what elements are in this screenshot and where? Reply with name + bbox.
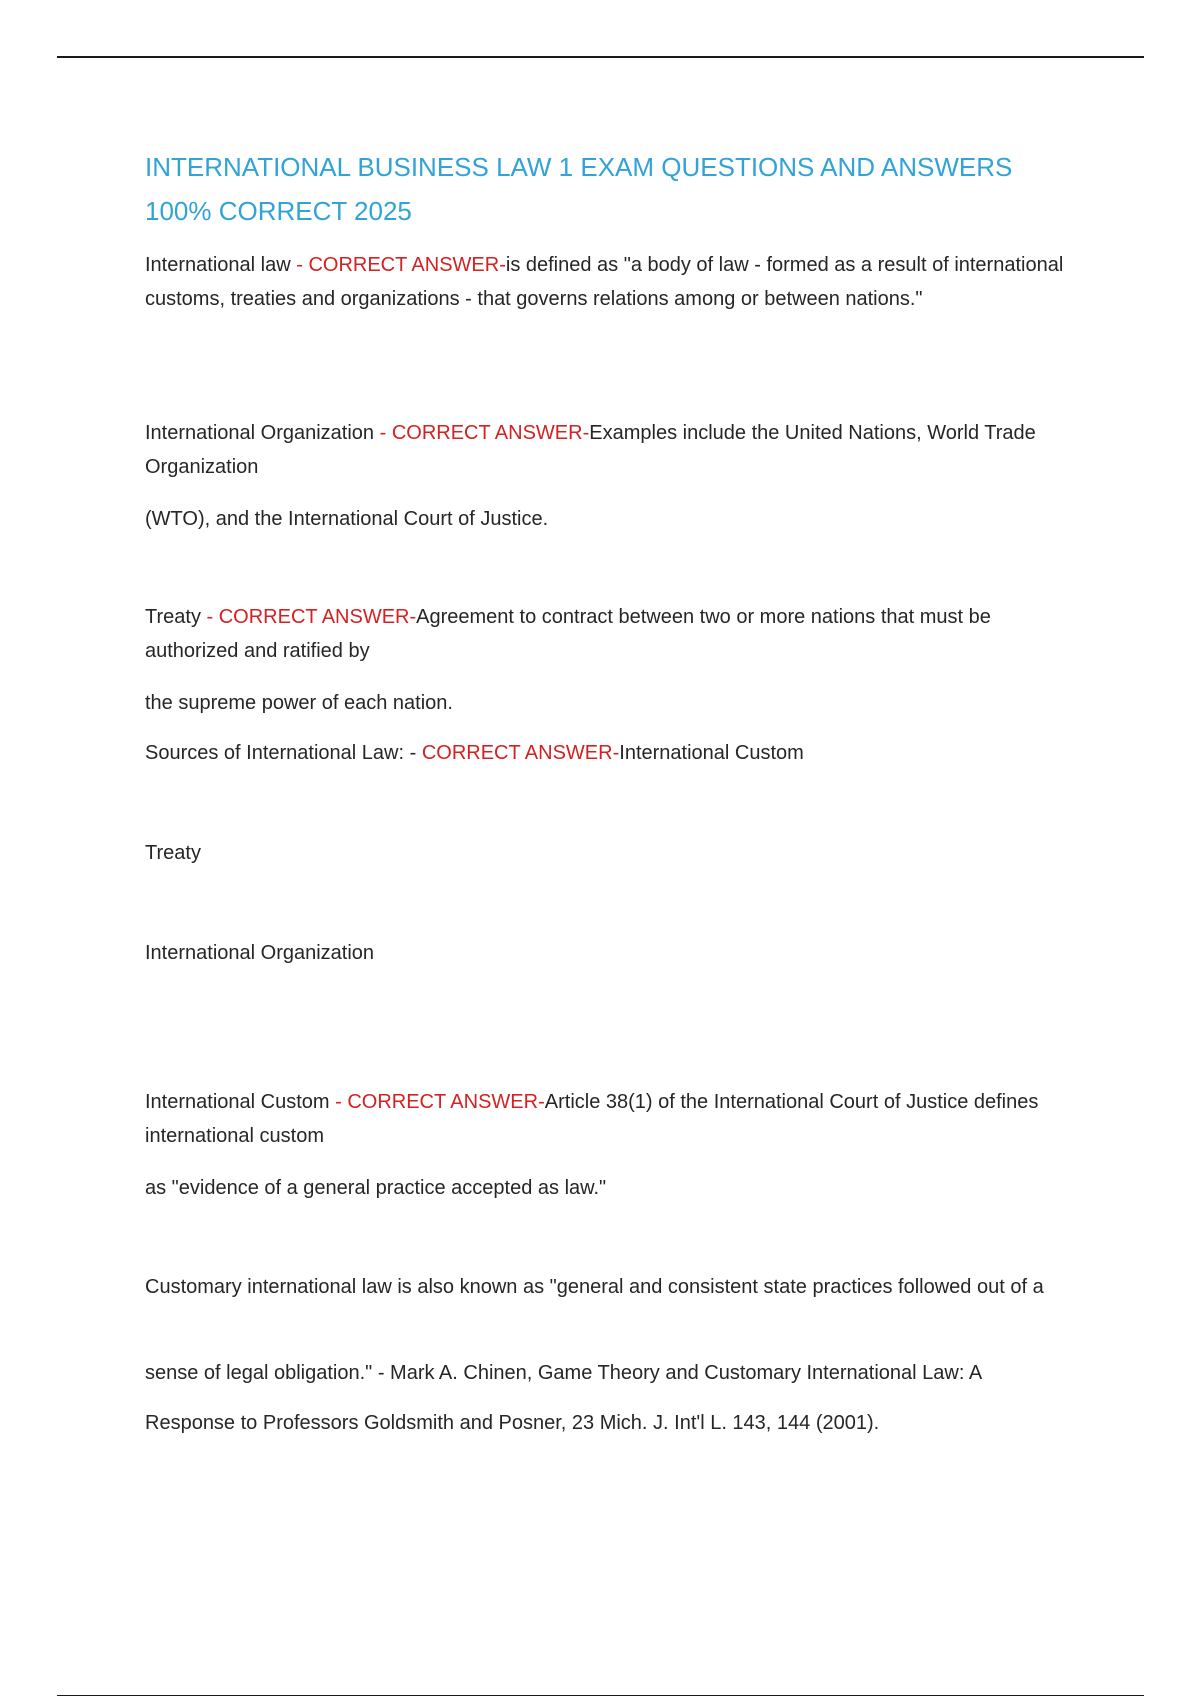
correct-answer-label: CORRECT ANSWER <box>347 1091 539 1113</box>
header-rule <box>57 56 1144 58</box>
correct-answer-label: CORRECT ANSWER <box>308 254 500 276</box>
qa-entry-treaty: Treaty - CORRECT ANSWER-Agreement to contract between two or more nations that must be authorized and ratified by <box>145 606 991 662</box>
answer-separator: - <box>290 254 309 276</box>
qa-answer: Article 38(1) of the International Court of Justice defines international custom <box>145 1091 1039 1147</box>
answer-separator: - <box>374 422 392 444</box>
qa-term: Treaty <box>145 606 201 628</box>
qa-entry-sources-of-international-law: Sources of International Law: - CORRECT ANSWER-International Custom <box>145 742 804 764</box>
answer-separator: - <box>329 1091 348 1113</box>
correct-answer-label: CORRECT ANSWER <box>391 422 583 444</box>
list-item: Treaty <box>145 842 201 864</box>
qa-term: International Organization <box>145 422 375 444</box>
correct-answer-label: CORRECT ANSWER <box>218 606 410 628</box>
qa-entry-international-organization: International Organization - CORRECT ANSWER-Examples include the United Nations, World Trade Organization <box>145 422 1036 478</box>
closing-paragraph-line: sense of legal obligation." - Mark A. Chinen, Game Theory and Customary International Law: A <box>145 1362 983 1384</box>
qa-answer: Examples include the United Nations, World Trade Organization <box>145 422 1036 478</box>
qa-answer-continuation: (WTO), and the International Court of Justice. <box>145 508 549 530</box>
qa-answer: Agreement to contract between two or more nations that must be authorized and ratified by <box>145 606 991 662</box>
answer-separator: - <box>404 742 422 764</box>
closing-paragraph-line: Response to Professors Goldsmith and Posner, 23 Mich. J. Int'l L. 143, 144 (2001). <box>145 1412 880 1434</box>
qa-answer-continuation: the supreme power of each nation. <box>145 692 453 714</box>
correct-answer-label: CORRECT ANSWER <box>421 742 613 764</box>
answer-separator: - <box>200 606 219 628</box>
closing-paragraph-line: Customary international law is also known as "general and consistent state practices followed out of a <box>145 1276 1044 1298</box>
qa-answer: International Custom <box>619 742 804 764</box>
qa-entry-international-custom: International Custom - CORRECT ANSWER-Article 38(1) of the International Court of Justice defines international custom <box>145 1091 1039 1147</box>
list-item: International Organization <box>145 942 375 964</box>
qa-term: Sources of International Law: <box>145 742 405 764</box>
document-title: INTERNATIONAL BUSINESS LAW 1 EXAM QUESTIONS AND ANSWERS 100% CORRECT 2025 <box>145 152 1013 226</box>
qa-answer: is defined as "a body of law - formed as a result of international customs, treaties and organizations - that governs relations among or between nations." <box>145 254 1064 310</box>
qa-term: International law <box>145 254 291 276</box>
qa-entry-international-law: International law - CORRECT ANSWER-is defined as "a body of law - formed as a result of international customs, treaties and organizations - that governs relations among or between nations." <box>145 254 1064 310</box>
footer-rule <box>57 1695 1144 1696</box>
qa-term: International Custom <box>145 1091 330 1113</box>
qa-answer-continuation: as "evidence of a general practice accepted as law." <box>145 1177 607 1199</box>
